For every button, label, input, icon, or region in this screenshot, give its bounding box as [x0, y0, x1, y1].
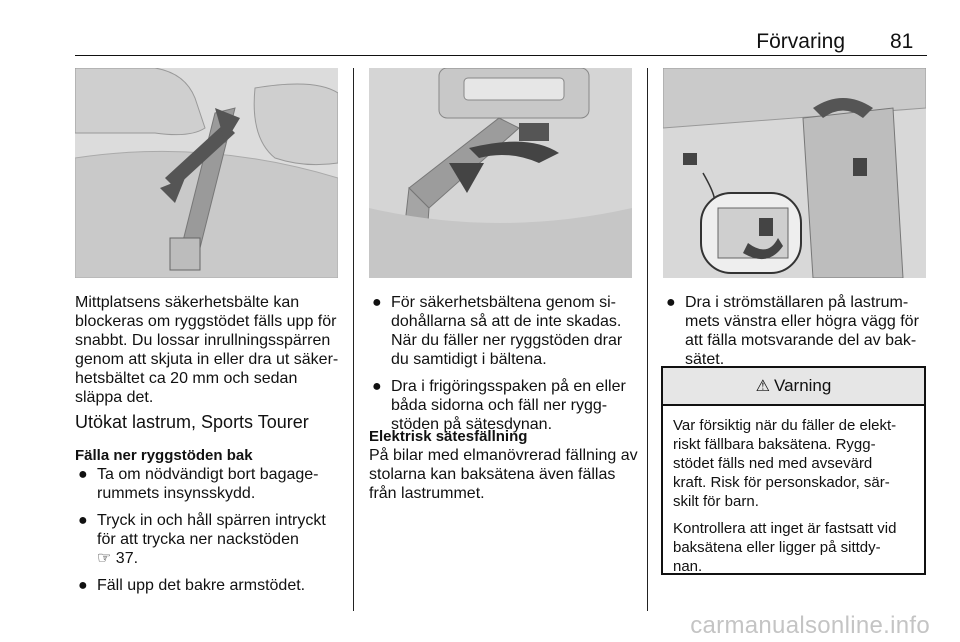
bullet-icon: ●: [372, 294, 382, 311]
text-line: Mittplatsens säkerhetsbälte kan: [75, 294, 300, 311]
fold-steps-list: [75, 465, 350, 603]
text-line: du samtidigt i bältena.: [391, 351, 547, 368]
subsection-heading: Fälla ner ryggstöden bak: [75, 447, 253, 464]
text-line: kraft. Risk för personskador, sär-: [673, 474, 890, 491]
list-item: [663, 293, 933, 369]
electric-folding-paragraph: [369, 446, 644, 503]
text-line: När du fäller ner ryggstöden drar: [391, 332, 623, 349]
text-line: Tryck in och håll spärren intryckt: [97, 512, 326, 529]
bullet-icon: ●: [666, 294, 676, 311]
text-line: båda sidorna och fäll ner rygg-: [391, 397, 608, 414]
text-line: baksätena eller ligger på sittdy-: [673, 539, 881, 556]
cargo-switch-illustration: [663, 68, 926, 278]
text-line: rummets insynsskydd.: [97, 485, 256, 502]
text-line: dohållarna så att de inte skadas.: [391, 313, 622, 330]
section-heading: Utökat lastrum, Sports Tourer: [75, 412, 309, 432]
text-line: blockeras om ryggstödet fälls upp för: [75, 313, 337, 330]
text-line: stöden på sätesdynan.: [391, 416, 553, 433]
warning-paragraph: [673, 416, 914, 511]
list-item: [369, 377, 644, 434]
warning-header: [663, 368, 924, 406]
warning-paragraph: [673, 519, 914, 576]
text-line: Kontrollera att inget är fastsatt vid: [673, 520, 897, 537]
text-line: stolarna kan baksätena även fällas: [369, 466, 616, 483]
list-item: [369, 293, 644, 369]
column-divider-2: [647, 68, 648, 611]
list-item: [75, 465, 350, 503]
column-divider-1: [353, 68, 354, 611]
seatbelt-illustration: [75, 68, 338, 278]
bullet-icon: ●: [78, 512, 88, 529]
subsection-heading: Elektrisk sätesfällning: [369, 428, 528, 445]
warning-body: [663, 406, 924, 576]
bullet-icon: ●: [78, 577, 88, 594]
watermark: carmanualsonline.info: [690, 612, 930, 639]
bullet-icon: ●: [372, 378, 382, 395]
warning-title: Varning: [774, 376, 832, 395]
text-line: stödet fälls ned med avsevärd: [673, 455, 873, 472]
text-line: från lastrummet.: [369, 485, 485, 502]
text-line: På bilar med elmanövrerad fällning av: [369, 447, 638, 464]
warning-box: [661, 366, 926, 575]
page-number: 81: [890, 30, 914, 53]
text-line: släppa det.: [75, 389, 154, 406]
page-reference-link[interactable]: ☞ 37.: [97, 550, 139, 567]
text-line: Dra i strömställaren på lastrum-: [685, 294, 909, 311]
text-line: riskt fällbara baksätena. Rygg-: [673, 436, 876, 453]
text-line: Ta om nödvändigt bort bagage-: [97, 466, 319, 483]
text-line: skilt för barn.: [673, 493, 759, 510]
text-line: sätet.: [685, 351, 725, 368]
text-line: för att trycka ner nackstöden: [97, 531, 299, 548]
text-line: snabbt. Du lossar inrullningsspärren: [75, 332, 331, 349]
text-line: Dra i frigöringsspaken på en eller: [391, 378, 626, 395]
warning-triangle-icon: ⚠: [755, 378, 770, 395]
header-divider: [75, 55, 927, 56]
text-line: För säkerhetsbältena genom si-: [391, 294, 616, 311]
text-line: genom att skjuta in eller dra ut säker-: [75, 351, 339, 368]
bullet-icon: ●: [78, 466, 88, 483]
text-line: att fälla motsvarande del av bak-: [685, 332, 917, 349]
text-line: Fäll upp det bakre armstödet.: [97, 577, 306, 594]
text-line: mets vänstra eller högra vägg för: [685, 313, 919, 330]
seatbelt-guide-illustration: [369, 68, 632, 278]
text-line: Var försiktig när du fäller de elekt-: [673, 417, 897, 434]
text-line: hetsbältet ca 20 mm och sedan: [75, 370, 298, 387]
intro-paragraph: [75, 293, 350, 407]
text-line: nan.: [673, 558, 703, 575]
list-item: [75, 511, 350, 568]
belt-steps-list: [369, 293, 644, 442]
switch-steps-list: [663, 293, 933, 377]
list-item: [75, 576, 350, 595]
page-title: Förvaring: [756, 30, 845, 53]
